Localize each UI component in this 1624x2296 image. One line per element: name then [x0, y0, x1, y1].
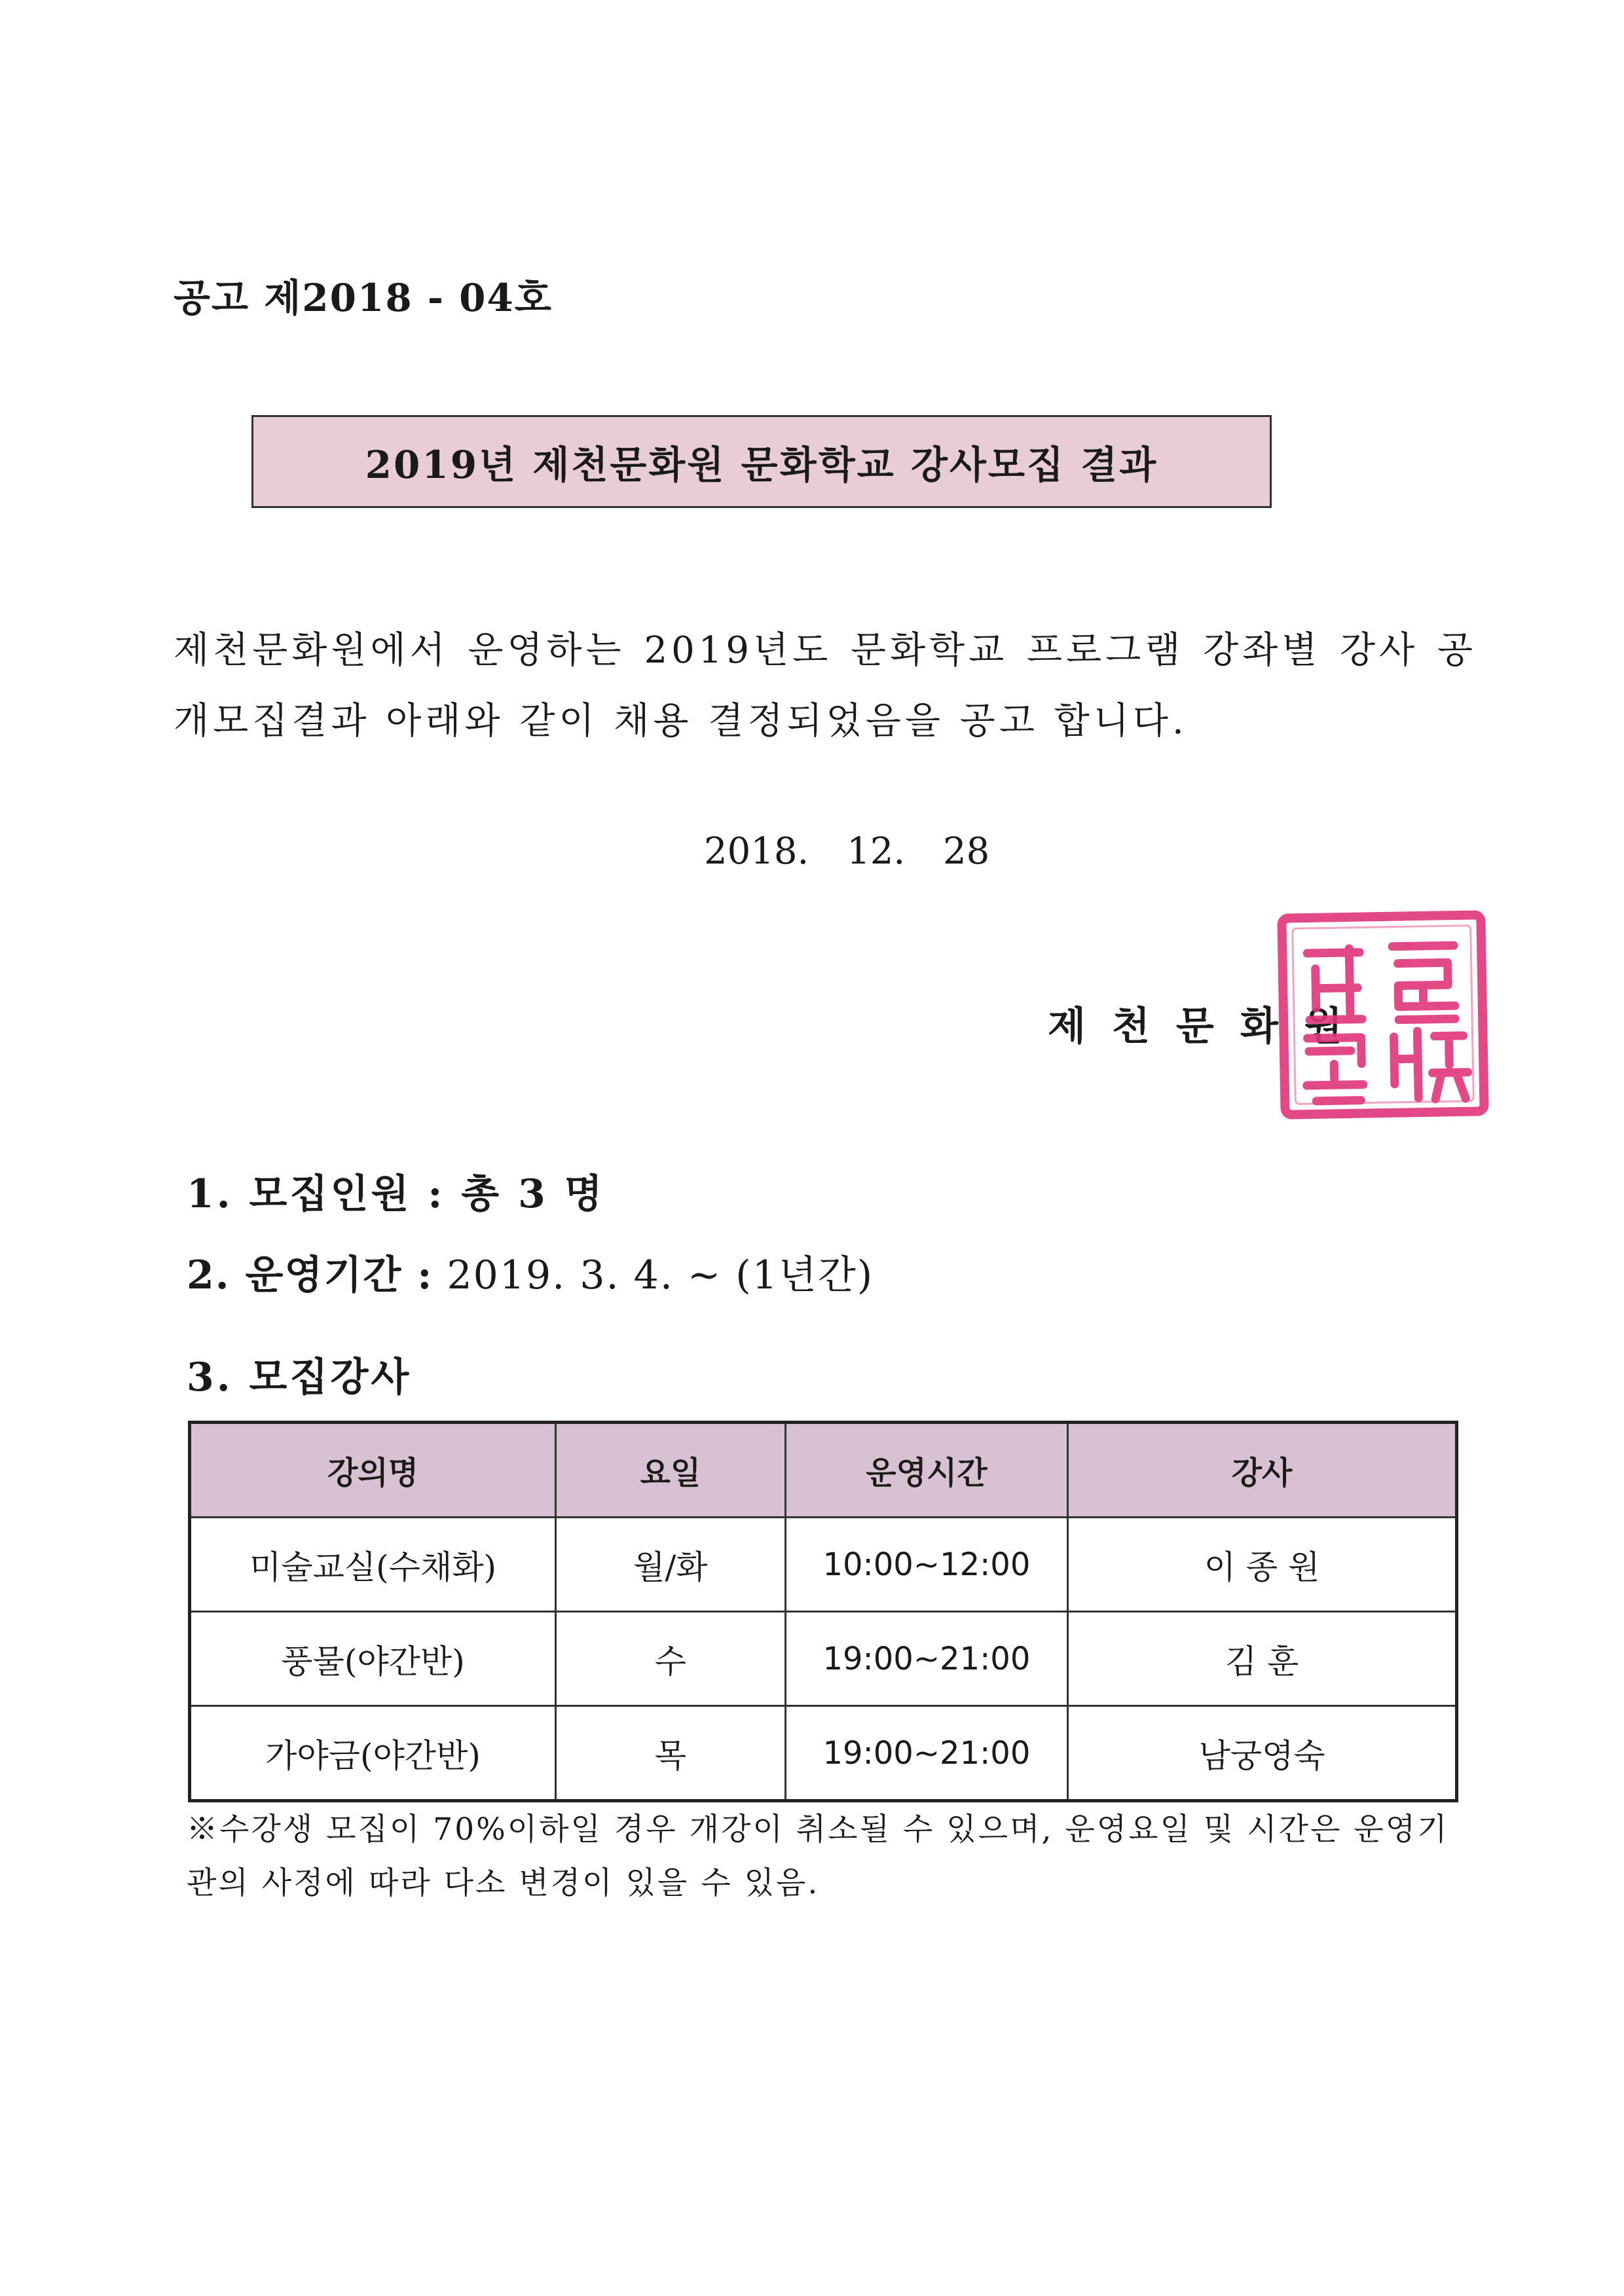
table-row	[190, 1518, 1457, 1612]
table-header-row	[190, 1423, 1457, 1518]
course-time: 19:00~21:00	[785, 1706, 1067, 1801]
organization-name: 제천문화원	[1048, 1004, 1369, 1049]
course-name: 미술교실(수채화)	[190, 1518, 556, 1612]
course-name: 풍물(야간반)	[190, 1612, 556, 1706]
announcement-body: 제천문화원에서 운영하는 2019년도 문화학교 프로그램 강좌별 강사 공개모집결과 아래와 같이 채용 결정되었음을 공고 합니다.	[174, 629, 1477, 742]
recruit-count-value: 총 3 명	[461, 1171, 605, 1217]
table-row	[190, 1706, 1457, 1801]
recruit-count-label: 1. 모집인원 :	[187, 1171, 445, 1217]
course-time: 19:00~21:00	[785, 1612, 1067, 1706]
course-day: 목	[556, 1706, 786, 1801]
instructor-name: 남궁영숙	[1068, 1706, 1457, 1801]
instructor-table	[188, 1421, 1458, 1802]
official-seal-icon	[1275, 907, 1492, 1124]
operation-period-value: 2019. 3. 4. ~ (1년간)	[447, 1252, 874, 1298]
document-title-box	[251, 415, 1272, 508]
operation-period-label: 2. 운영기간 :	[187, 1252, 434, 1298]
column-header-instructor: 강사	[1068, 1423, 1457, 1518]
recruit-count-line	[187, 1163, 605, 1219]
notice-number: 공고 제2018 - 04호	[174, 276, 553, 320]
document-title: 2019년 제천문화원 문화학교 강사모집 결과	[365, 443, 1158, 487]
column-header-course: 강의명	[190, 1423, 556, 1518]
instructor-name: 김 훈	[1068, 1612, 1457, 1706]
table-row	[190, 1612, 1457, 1706]
column-header-day: 요일	[556, 1423, 786, 1518]
announcement-date: 2018. 12. 28	[704, 830, 990, 873]
footnote: ※수강생 모집이 70%이하일 경우 개강이 취소될 수 있으며, 운영요일 및 시간은 운영기관의 사정에 따라 다소 변경이 있을 수 있음.	[187, 1812, 1449, 1901]
course-day: 수	[556, 1612, 786, 1706]
instructor-name: 이 종 원	[1068, 1518, 1457, 1612]
operation-period-line	[187, 1244, 874, 1300]
column-header-time: 운영시간	[785, 1423, 1067, 1518]
course-name: 가야금(야간반)	[190, 1706, 556, 1801]
course-time: 10:00~12:00	[785, 1518, 1067, 1612]
course-day: 월/화	[556, 1518, 786, 1612]
recruit-instructors-heading: 3. 모집강사	[187, 1355, 412, 1400]
